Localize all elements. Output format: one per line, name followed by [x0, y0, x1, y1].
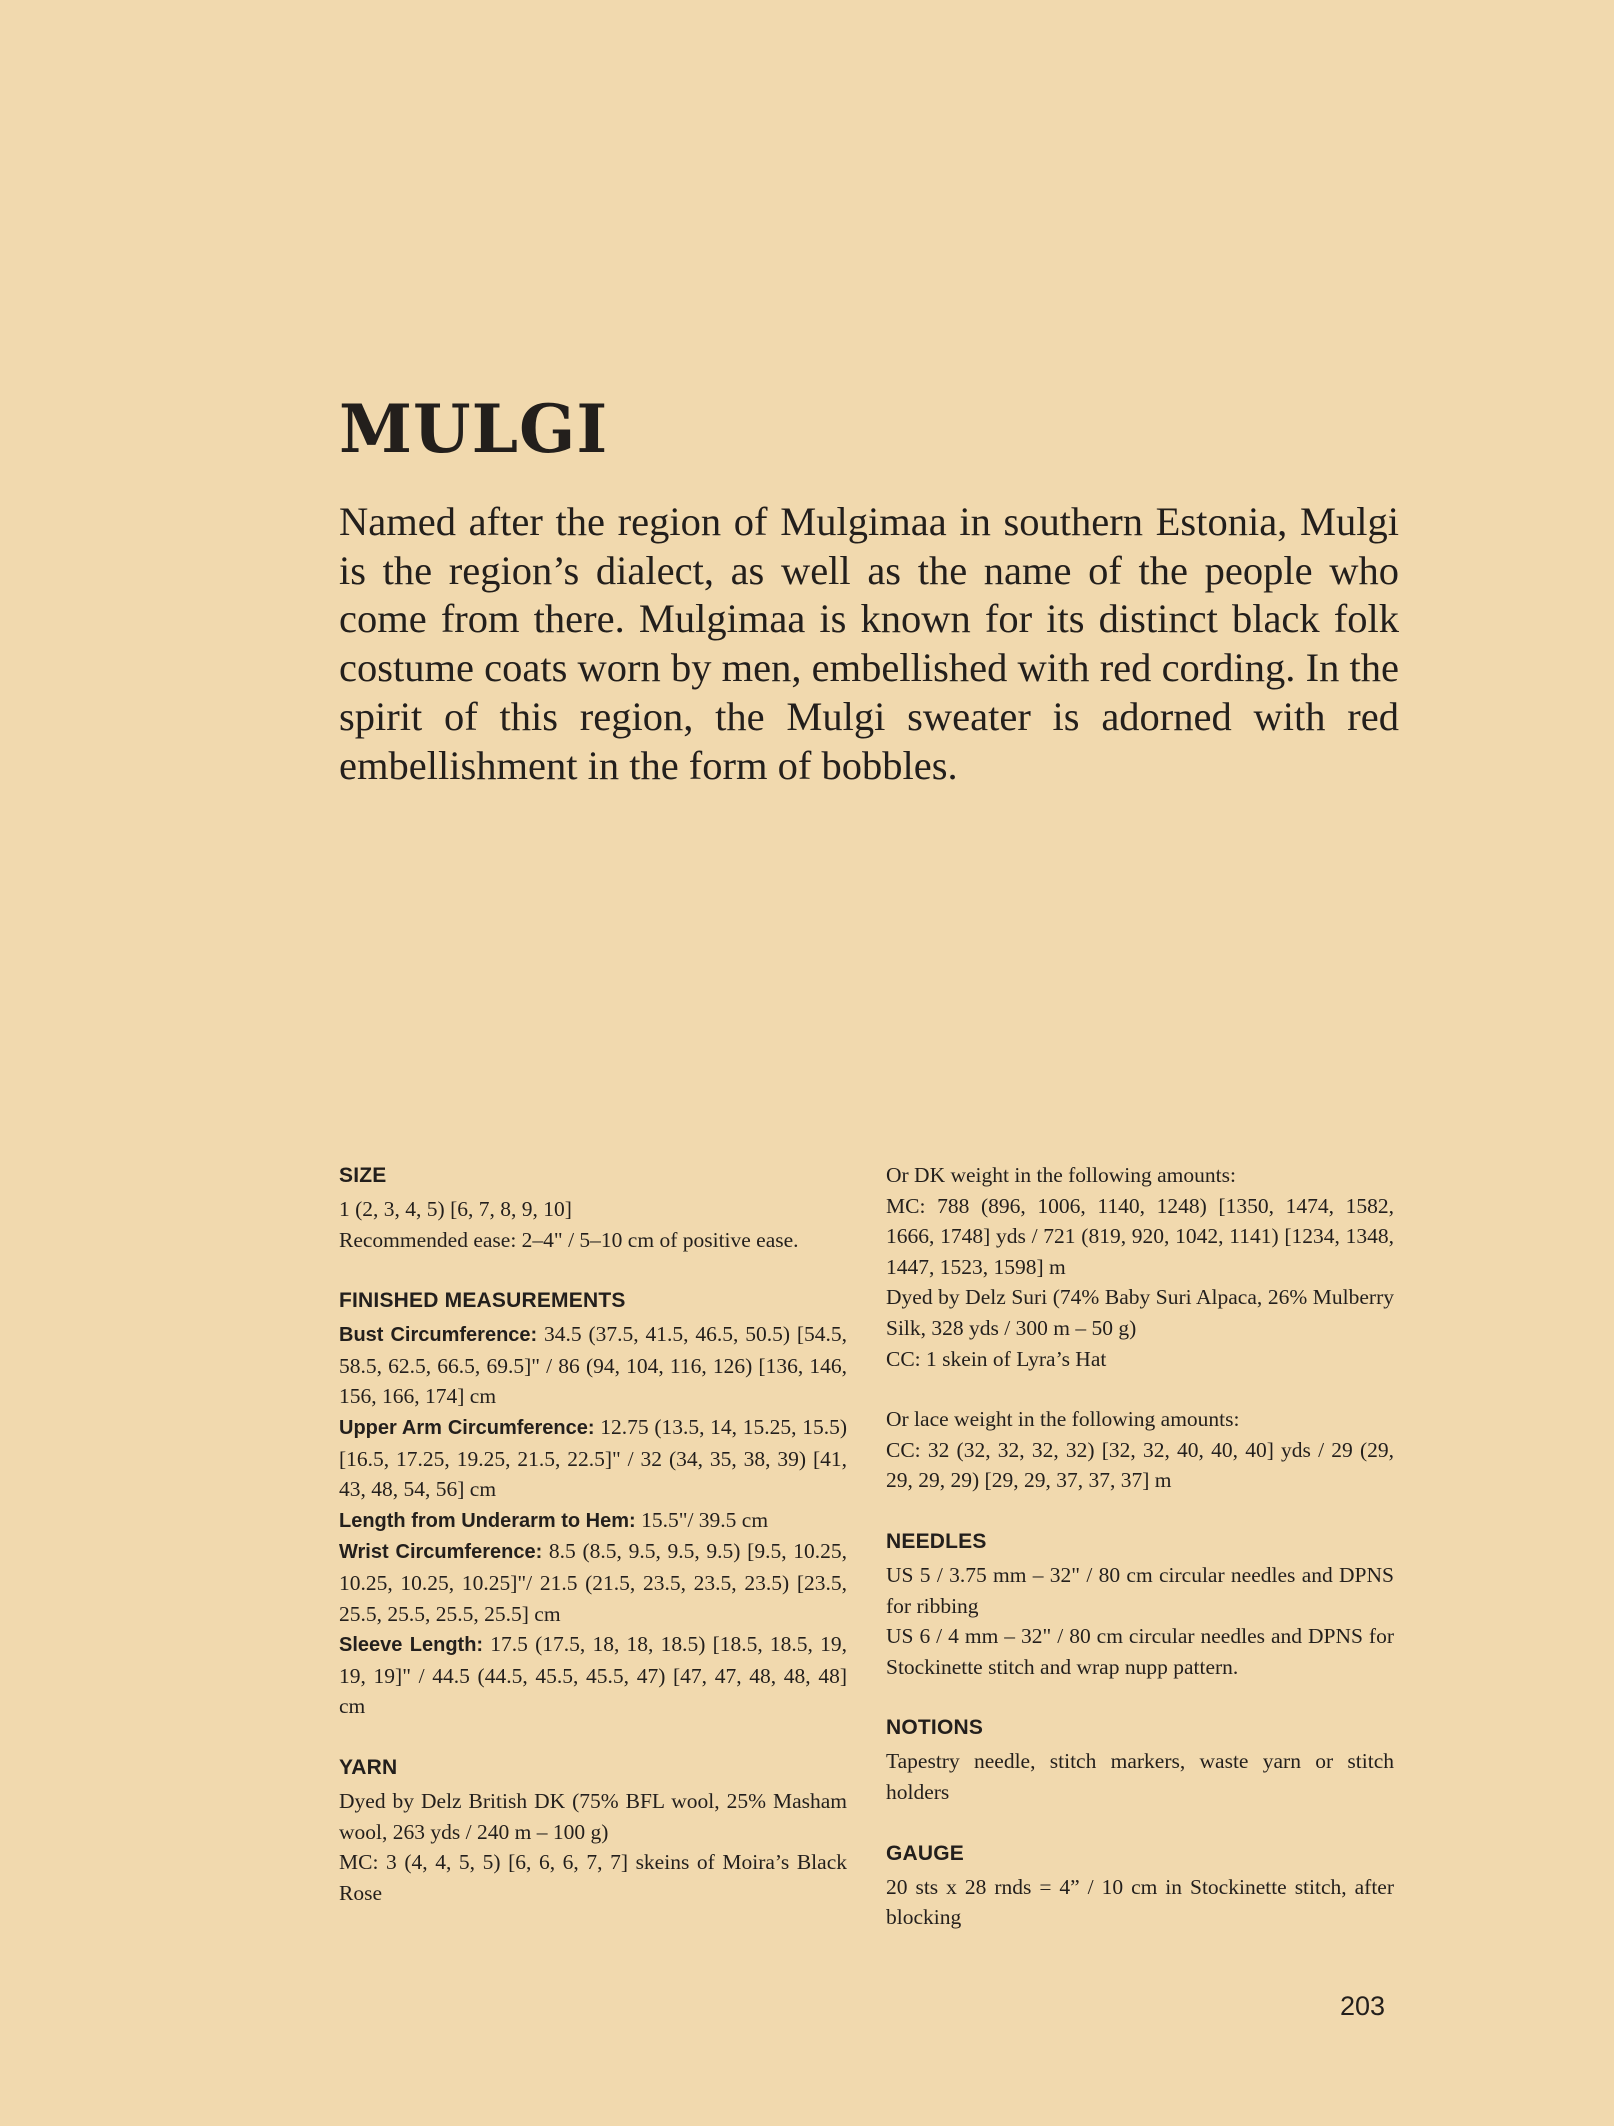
needles-ribbing: US 5 / 3.75 mm – 32" / 80 cm circular needles and DPNS for ribbing: [886, 1562, 1394, 1618]
notions-text: Tapestry needle, stitch markers, waste yarn or stitch holders: [886, 1749, 1394, 1804]
size-heading: SIZE: [339, 1164, 387, 1187]
measurement-value: 8.5 (8.5, 9.5, 9.5, 9.5) [9.5, 10.25, 10.25, 10.25, 10.25]"/ 21.5 (21.5, 23.5, 23.5, 23.5) [23.5, 25.5, 25.5, 25.5, 25.5] cm: [339, 1539, 847, 1626]
dk-weight-section: [886, 1160, 1394, 1374]
measurement-label: Sleeve Length:: [339, 1634, 484, 1657]
dk-cc-yarn: Dyed by Delz Suri (74% Baby Suri Alpaca, 26% Mulberry Silk, 328 yds / 300 m – 50 g): [886, 1285, 1394, 1340]
measurement-label: Wrist Circumference:: [339, 1541, 543, 1564]
right-column: [886, 1160, 1394, 1963]
dk-mc-amount: MC: 788 (896, 1006, 1140, 1248) [1350, 1474, 1582, 1666, 1748] yds / 721 (819, 920, 1042, 1141) [1234, 1348, 1447, 1523, 1598] m: [886, 1193, 1394, 1279]
measurement-sleeve: [339, 1629, 847, 1722]
needles-section: [886, 1526, 1394, 1682]
measurement-wrist: [339, 1536, 847, 1629]
measurement-value: 34.5 (37.5, 41.5, 46.5, 50.5) [54.5, 58.5, 62.5, 66.5, 69.5]" / 86 (94, 104, 116, 126) [136, 146, 156, 166, 174] cm: [339, 1322, 848, 1409]
lace-cc-amount: CC: 32 (32, 32, 32, 32) [32, 32, 40, 40, 40] yds / 29 (29, 29, 29, 29) [29, 29, 37, 37, 37] m: [886, 1437, 1394, 1493]
measurement-value: 15.5"/ 39.5 cm: [635, 1507, 769, 1532]
left-column: [339, 1160, 847, 1938]
notions-section: [886, 1712, 1394, 1807]
measurement-value: 12.75 (13.5, 14, 15.25, 15.5) [16.5, 17.25, 19.25, 21.5, 22.5]" / 32 (34, 35, 38, 39) [41, 43, 48, 54, 56] cm: [339, 1414, 847, 1502]
pattern-title: MULGI: [339, 390, 609, 468]
gauge-text: 20 sts x 28 rnds = 4” / 10 cm in Stockinette stitch, after blocking: [886, 1874, 1394, 1930]
measurement-bust: [339, 1319, 847, 1412]
lace-weight-section: [886, 1404, 1394, 1496]
intro-paragraph: Named after the region of Mulgimaa in southern Estonia, Mulgi is the region’s dialect, as well as the name of the people who come from there. Mulgimaa is known for its distinct black folk costume coats worn by men, embellished with red cording. In the spirit of this region, the Mulgi sweater is adorned with red embellishment in the form of bobbles.: [339, 499, 1399, 788]
measurement-length: [339, 1505, 847, 1537]
yarn-mc-amount: MC: 3 (4, 4, 5, 5) [6, 6, 6, 7, 7] skeins of Moira’s Black Rose: [339, 1850, 847, 1905]
measurement-label: Upper Arm Circumference:: [339, 1416, 595, 1439]
size-values: 1 (2, 3, 4, 5) [6, 7, 8, 9, 10]: [339, 1197, 572, 1221]
notions-heading: NOTIONS: [886, 1716, 984, 1740]
gauge-heading: GAUGE: [886, 1841, 965, 1865]
page-number: 203: [1340, 1991, 1386, 2021]
measurement-label: Bust Circumference:: [339, 1324, 538, 1347]
dk-intro: Or DK weight in the following amounts:: [886, 1163, 1236, 1187]
finished-measurements-section: [339, 1285, 847, 1722]
measurement-value: 17.5 (17.5, 18, 18, 18.5) [18.5, 18.5, 19, 19, 19]" / 44.5 (44.5, 45.5, 45.5, 47) [47, 47, 48, 48, 48] cm: [339, 1632, 847, 1719]
yarn-heading: YARN: [339, 1755, 398, 1779]
needles-body: US 6 / 4 mm – 32" / 80 cm circular needles and DPNS for Stockinette stitch and wrap nupp pattern.: [886, 1624, 1394, 1679]
yarn-section: [339, 1752, 847, 1908]
dk-cc-amount: CC: 1 skein of Lyra’s Hat: [886, 1346, 1107, 1371]
measurement-label: Length from Underarm to Hem:: [339, 1509, 636, 1532]
finished-measurements-heading: FINISHED MEASUREMENTS: [339, 1289, 626, 1313]
lace-intro: Or lace weight in the following amounts:: [886, 1407, 1240, 1432]
measurement-upper-arm: [339, 1412, 847, 1505]
size-section: [339, 1160, 847, 1255]
gauge-section: [886, 1838, 1394, 1933]
size-ease: Recommended ease: 2–4" / 5–10 cm of positive ease.: [339, 1227, 799, 1252]
yarn-description: Dyed by Delz British DK (75% BFL wool, 25% Masham wool, 263 yds / 240 m – 100 g): [339, 1788, 847, 1844]
needles-heading: NEEDLES: [886, 1529, 987, 1553]
